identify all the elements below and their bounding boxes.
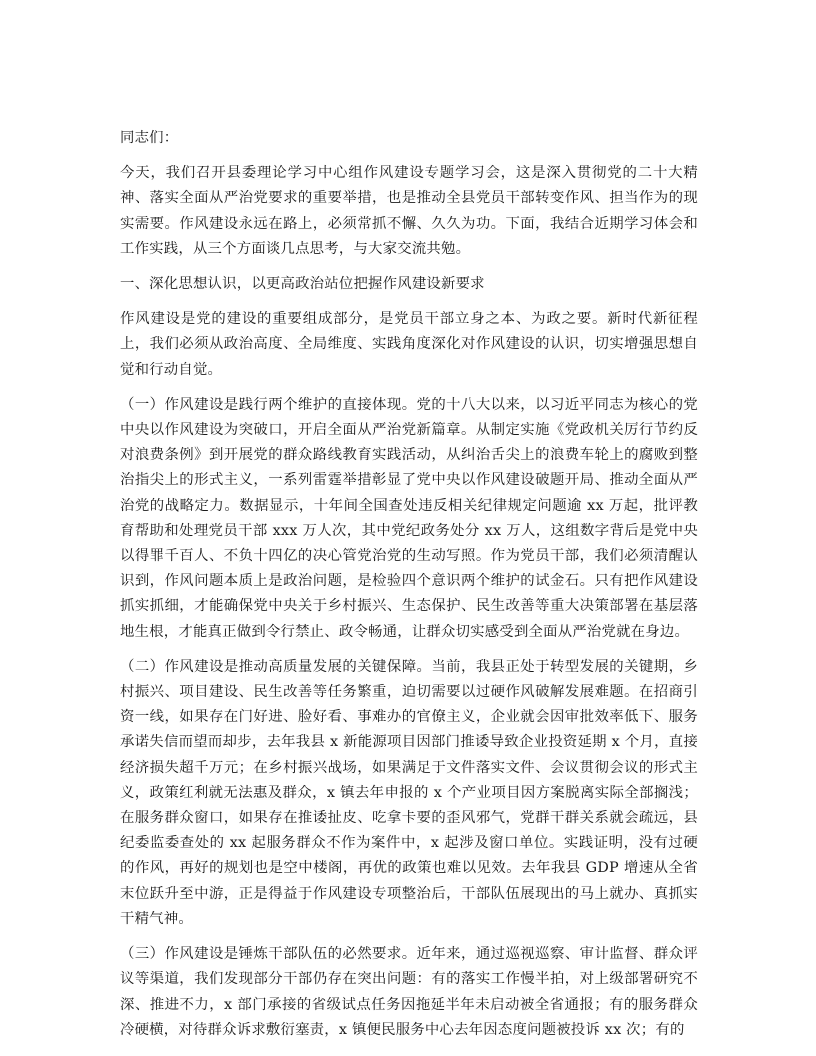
document-body xyxy=(120,126,698,1053)
section-1-intro-paragraph: 作风建设是党的建设的重要组成部分，是党员干部立身之本、为政之要。新时代新征程上，我们必须从政治高度、全局维度、实践角度深化对作风建设的认识，切实增强思想自觉和行动自觉。 xyxy=(120,311,698,378)
subsection-2-paragraph: （二）作风建设是推动高质量发展的关键保障。当前，我县正处于转型发展的关键期，乡村振兴、项目建设、民生改善等任务繁重，迫切需要以过硬作风破解发展难题。在招商引资一线，如果存在门好进、脸好看、事难办的官僚主义，企业就会因审批效率低下、服务承诺失信而望而却步，去年我县 x 新能源项目因部门推诿导致企业投资延期 x 个月，直接经济损失超千万元；在乡村振兴战场，如果满足于文件落实文件、会议贯彻会议的形式主义，政策红利就无法惠及群众，x 镇去年申报的 x 个产业项目因方案脱离实际全部搁浅；在服务群众窗口，如果存在推诿扯皮、吃拿卡要的歪风邪气，党群干群关系就会疏远，县纪委监委查处的 xx 起服务群众不作为案件中，x 起涉及窗口单位。实践证明，没有过硬的作风，再好的规划也是空中楼阁，再优的政策也难以见效。去年我县 GDP 增速从全省末位跃升至中游，正是得益于作风建设专项整治后，干部队伍展现出的马上就办、真抓实干精气神。 xyxy=(120,658,698,927)
subsection-3-paragraph: （三）作风建设是锤炼干部队伍的必然要求。近年来，通过巡视巡察、审计监督、群众评议等渠道，我们发现部分干部仍存在突出问题：有的落实工作慢半拍，对上级部署研究不深、推进不力，x 部门承接的省级试点任务因拖延半年未启动被全省通报；有的服务群众冷硬横，对待群众诉求敷衍塞责，x 镇便民服务中心去年因态度问题被投诉 xx 次；有的 xyxy=(120,946,698,1038)
subsection-1-paragraph: （一）作风建设是践行两个维护的直接体现。党的十八大以来，以习近平同志为核心的党中央以作风建设为突破口，开启全面从严治党新篇章。从制定实施《党政机关厉行节约反对浪费条例》到开展党的群众路线教育实践活动，从纠治舌尖上的浪费车轮上的腐败到整治指尖上的形式主义，一系列雷霆举措彰显了党中央以作风建设破题开局、推动全面从严治党的战略定力。数据显示，十年间全国查处违反相关纪律规定问题逾 xx 万起，批评教育帮助和处理党员干部 xxx 万人次，其中党纪政务处分 xx 万人，这组数字背后是党中央以得罪千百人、不负十四亿的决心管党治党的生动写照。作为党员干部，我们必须清醒认识到，作风问题本质上是政治问题，是检验四个意识两个维护的试金石。只有把作风建设抓实抓细，才能确保党中央关于乡村振兴、生态保护、民生改善等重大决策部署在基层落地生根，才能真正做到令行禁止、政令畅通，让群众切实感受到全面从严治党就在身边。 xyxy=(120,396,698,640)
section-heading-1: 一、深化思想认识，以更高政治站位把握作风建设新要求 xyxy=(120,276,485,293)
salutation: 同志们： xyxy=(120,130,179,146)
intro-paragraph: 今天，我们召开县委理论学习中心组作风建设专题学习会，这是深入贯彻党的二十大精神、落实全面从严治党要求的重要举措，也是推动全县党员干部转变作风、担当作为的现实需要。作风建设永远在路上，必须常抓不懈、久久为功。下面，我结合近期学习体会和工作实践，从三个方面谈几点思考，与大家交流共勉。 xyxy=(120,165,698,257)
